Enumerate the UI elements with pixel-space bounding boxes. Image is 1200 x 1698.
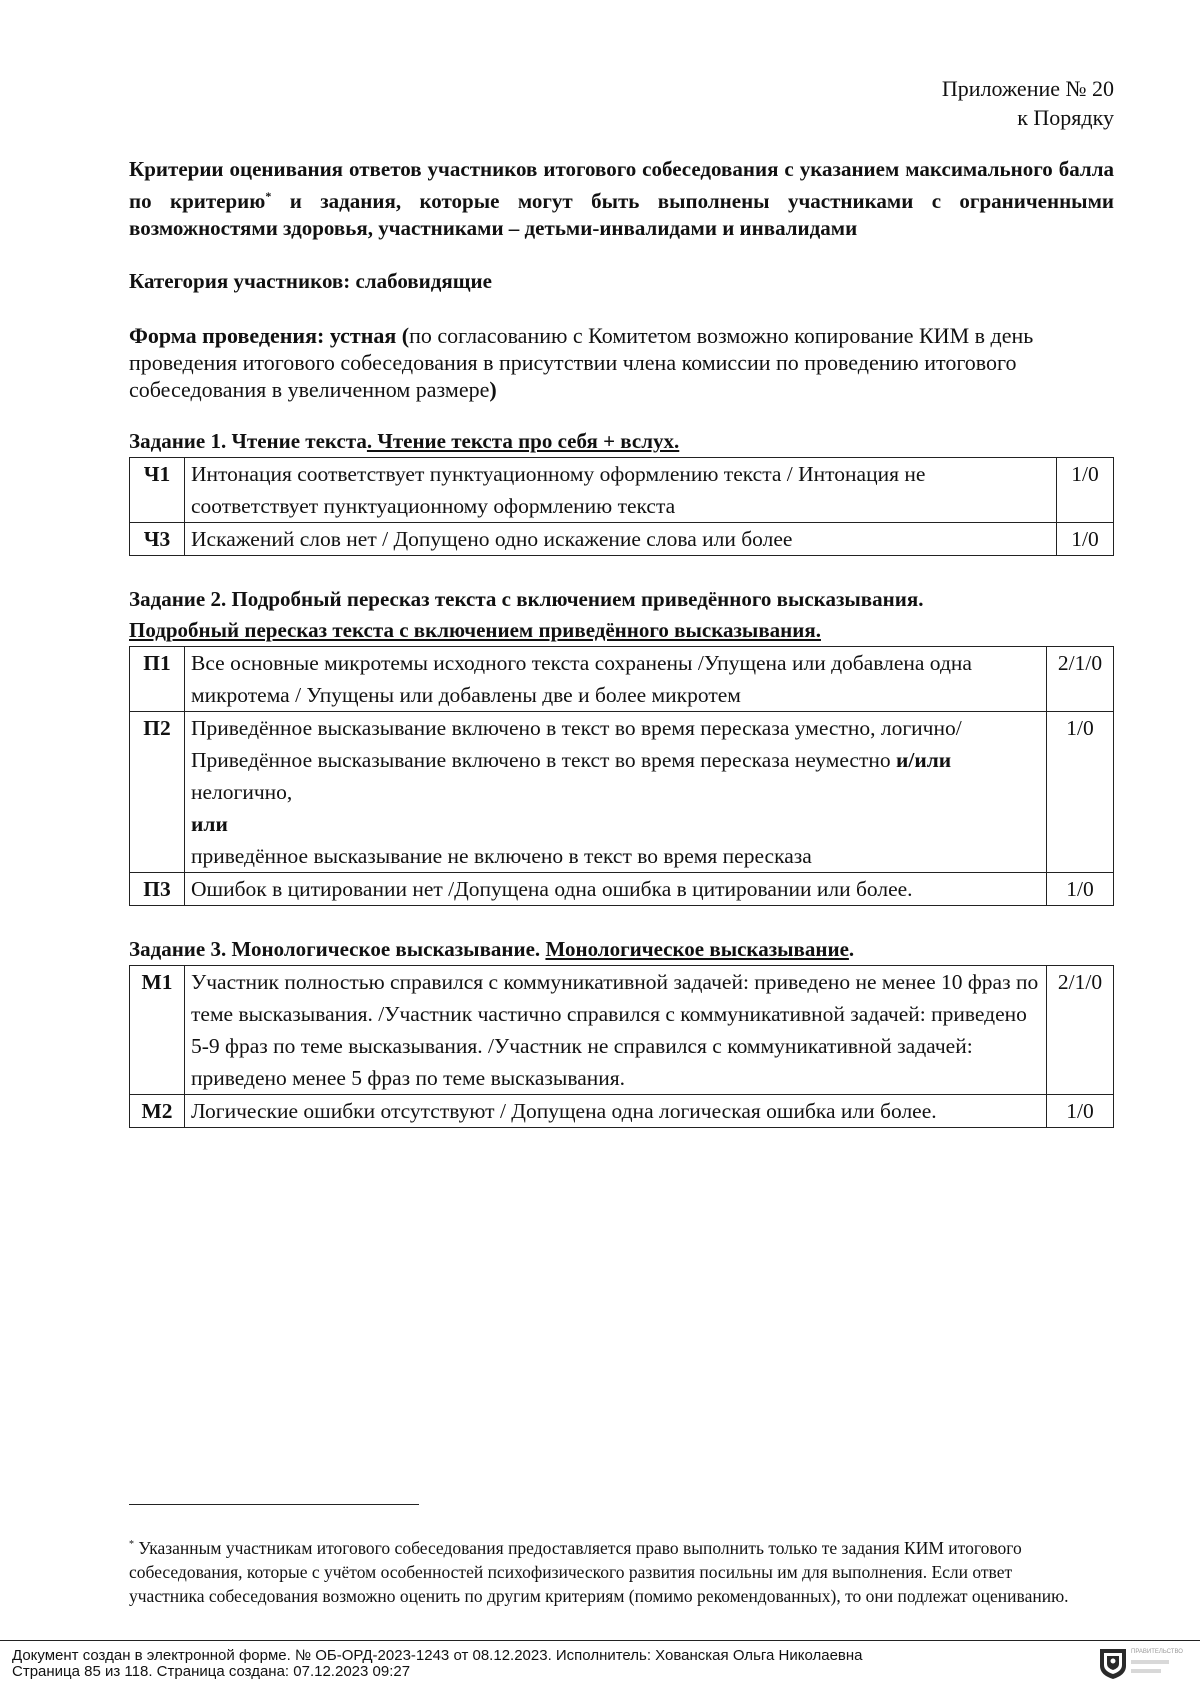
conduct-form-close: ) bbox=[489, 377, 497, 402]
criterion-description: Участник полностью справился с коммуникативной задачей: приведено не менее 10 фраз по теме высказывания. /Участник частично справился с коммуникативной задачей: приведено 5-9 фраз по теме высказывания. /Участник не справился с коммуникативной задачей: приведено менее 5 фраз по теме высказывания. bbox=[185, 966, 1047, 1095]
task-3-heading bbox=[129, 934, 1114, 965]
criterion-description: Ошибок в цитировании нет /Допущена одна ошибка в цитировании или более. bbox=[185, 873, 1047, 906]
table-row bbox=[130, 873, 1114, 906]
criterion-code: Ч1 bbox=[130, 458, 185, 523]
criterion-score: 1/0 bbox=[1047, 1095, 1114, 1128]
emblem-caption-text: ПРАВИТЕЛЬСТВО bbox=[1131, 1649, 1183, 1655]
task-2-criteria-table bbox=[129, 646, 1114, 906]
task-1-heading-underlined: . Чтение текста про себя + вслух. bbox=[366, 429, 680, 453]
table-row bbox=[130, 523, 1114, 556]
criterion-text-part: Приведённое высказывание включено в текст во время пересказа уместно, логично/ Приведённое высказывание включено в текст во время пересказа неуместно bbox=[191, 716, 962, 772]
criterion-description: Логические ошибки отсутствуют / Допущена одна логическая ошибка или более. bbox=[185, 1095, 1047, 1128]
title-text: Критерии оценивания ответов участников итогового собеседования с указанием максимального балла по критерию bbox=[129, 157, 1114, 213]
task-1-heading-plain: Задание 1. Чтение текста bbox=[129, 429, 367, 453]
criterion-description: Все основные микротемы исходного текста сохранены /Упущена или добавлена одна микротема / Упущены или добавлены две и более микротем bbox=[185, 647, 1047, 712]
conduct-form-label: Форма проведения: устная ( bbox=[129, 323, 410, 348]
criterion-score: 1/0 bbox=[1047, 873, 1114, 906]
task-2-heading-plain: Задание 2. Подробный пересказ текста с включением приведённого высказывания. bbox=[129, 587, 924, 611]
conduct-form-text: по согласованию с Комитетом возможно копирование КИМ в день проведения итогового собеседования в присутствии члена комиссии по проведению итогового собеседования в увеличенном размере bbox=[129, 323, 1034, 402]
footer-divider bbox=[0, 1640, 1200, 1641]
criterion-code: М2 bbox=[130, 1095, 185, 1128]
criterion-score: 1/0 bbox=[1047, 712, 1114, 873]
title-text-continued: и задания, которые могут быть выполнены участниками с ограниченными возможностями здоровья, участниками – детьми-инвалидами и инвалидами bbox=[129, 189, 1114, 240]
criterion-score: 1/0 bbox=[1057, 523, 1114, 556]
criterion-score: 2/1/0 bbox=[1047, 647, 1114, 712]
government-emblem-caption bbox=[1131, 1648, 1191, 1673]
appendix-number: Приложение № 20 bbox=[941, 76, 1114, 101]
criterion-description bbox=[185, 712, 1047, 873]
criterion-code: П3 bbox=[130, 873, 185, 906]
conduct-form bbox=[129, 322, 1114, 403]
task-3-heading-plain: Задание 3. Монологическое высказывание. bbox=[129, 937, 546, 961]
criterion-description: Интонация соответствует пунктуационному оформлению текста / Интонация не соответствует пунктуационному оформлению текста bbox=[185, 458, 1057, 523]
footnote-mark: * bbox=[129, 1539, 134, 1550]
footer-document-info: Документ создан в электронной форме. № ОБ-ОРД-2023-1243 от 08.12.2023. Исполнитель: Хованская Ольга Николаевна bbox=[12, 1647, 863, 1664]
document-body bbox=[129, 156, 1114, 1128]
criterion-score: 2/1/0 bbox=[1047, 966, 1114, 1095]
task-2-heading bbox=[129, 584, 1114, 646]
criterion-text-part: нелогично, bbox=[191, 780, 293, 804]
table-row bbox=[130, 1095, 1114, 1128]
criterion-code: М1 bbox=[130, 966, 185, 1095]
task-3-heading-underlined: Монологическое высказывание bbox=[545, 937, 849, 961]
criterion-code: П2 bbox=[130, 712, 185, 873]
emblem-caption-blur-line bbox=[1131, 1669, 1161, 1673]
criterion-text-or: или bbox=[191, 812, 228, 836]
table-row bbox=[130, 966, 1114, 1095]
task-2-heading-underlined: Подробный пересказ текста с включением приведённого высказывания. bbox=[129, 618, 821, 642]
footnote-text: Указанным участникам итогового собеседования предоставляется право выполнить только те задания КИМ итогового собеседования, которые с учётом особенностей психофизического развития посильны им для выполнения. Если ответ участника собеседования возможно оценить по другим критериям (помимо рекомендованных), то они подлежат оцениванию. bbox=[129, 1537, 1069, 1606]
task-3-heading-end: . bbox=[848, 937, 855, 961]
task-1-heading bbox=[129, 426, 1114, 457]
appendix-reference: к Порядку bbox=[1017, 105, 1114, 130]
table-row bbox=[130, 458, 1114, 523]
footer-page-info: Страница 85 из 118. Страница создана: 07.12.2023 09:27 bbox=[12, 1663, 411, 1680]
criterion-description: Искажений слов нет / Допущено одно искажение слова или более bbox=[185, 523, 1057, 556]
table-row bbox=[130, 647, 1114, 712]
footnote-separator bbox=[129, 1504, 419, 1505]
government-emblem-icon bbox=[1098, 1646, 1128, 1685]
criterion-text-part: приведённое высказывание не включено в текст во время пересказа bbox=[191, 844, 812, 868]
document-title bbox=[129, 156, 1114, 242]
criterion-code: Ч3 bbox=[130, 523, 185, 556]
table-row bbox=[130, 712, 1114, 873]
criterion-code: П1 bbox=[130, 647, 185, 712]
task-3-criteria-table bbox=[129, 965, 1114, 1128]
participant-category: Категория участников: слабовидящие bbox=[129, 269, 492, 293]
criterion-text-bold: и/или bbox=[896, 748, 952, 772]
appendix-header bbox=[942, 74, 1114, 132]
footnote bbox=[129, 1533, 1089, 1608]
emblem-caption-blur-line bbox=[1131, 1660, 1169, 1664]
criterion-score: 1/0 bbox=[1057, 458, 1114, 523]
task-1-criteria-table bbox=[129, 457, 1114, 556]
title-footnote-mark: * bbox=[265, 189, 272, 203]
document-footer bbox=[12, 1648, 863, 1680]
